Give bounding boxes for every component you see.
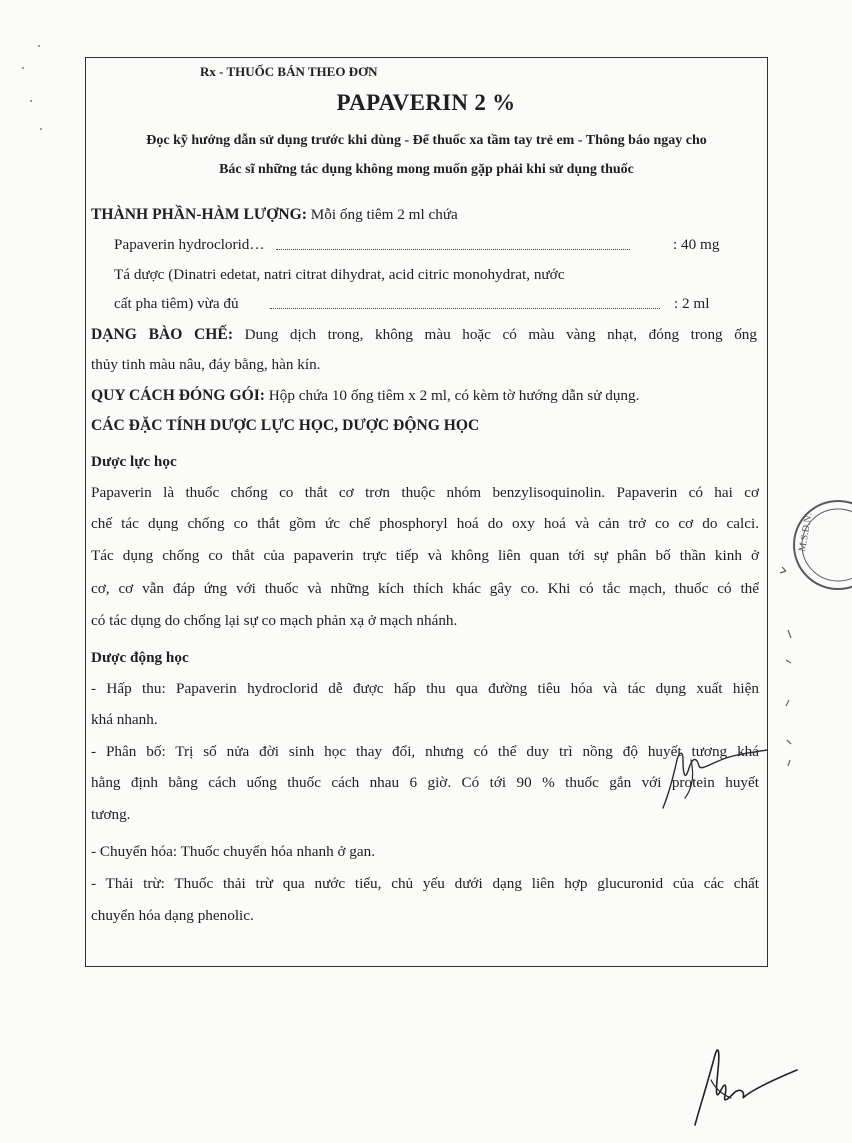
warning-line-2: Bác sĩ những tác dụng không mong muốn gặp phải khi sử dụng thuốc — [219, 162, 634, 177]
pharmacodynamics-line-5: có tác dụng do chống lại sự co mạch phản xạ ở mạch nhánh. — [91, 612, 458, 629]
handwritten-initial — [655, 738, 775, 818]
prescription-label: Rx - THUỐC BÁN THEO ĐƠN — [200, 64, 378, 79]
leader-dots — [276, 249, 630, 250]
packaging-label: QUY CÁCH ĐÓNG GÓI: — [91, 387, 265, 404]
pharmacodynamics-line-3: Tác dụng chống co thắt của papaverin trực tiếp và không liên quan tới sự phân bố thần kinh ở — [91, 547, 759, 564]
pharmacodynamics-line-1: Papaverin là thuốc chống co thắt cơ trơn thuộc nhóm benzylisoquinolin. Papaverin có hai cơ — [91, 484, 759, 501]
dosage-form-label: DẠNG BÀO CHẾ: — [91, 326, 234, 343]
pharmacodynamics-line-2: chế tác dụng chống co thắt gồm ức chế phosphoryl hoá do oxy hoá và cản trở co cơ do calci. — [91, 515, 759, 532]
scan-speck — [22, 67, 24, 69]
stamp-text: M.S.D.N. — [796, 512, 815, 553]
document-frame — [85, 57, 768, 967]
pharmacodynamics-line-4: cơ, cơ vẫn đáp ứng với thuốc và những kích thích khác gây co. Khi có tắc mạch, thuốc có thể — [91, 580, 759, 597]
packaging-text: Hộp chứa 10 ống tiêm x 2 ml, có kèm tờ hướng dẫn sử dụng. — [268, 387, 640, 404]
distribution-line-3: tương. — [91, 806, 131, 823]
official-stamp — [760, 495, 840, 595]
absorption-line-2: khá nhanh. — [91, 711, 158, 728]
composition-label: THÀNH PHẦN-HÀM LƯỢNG: — [91, 206, 307, 223]
absorption-line-1: - Hấp thu: Papaverin hydroclorid dễ được hấp thu qua đường tiêu hóa và tác dụng xuất hiện — [91, 680, 759, 697]
dosage-form-text: Dung dịch trong, không màu hoặc có màu vàng nhạt, đóng trong ống — [244, 326, 757, 343]
scan-speck — [38, 45, 40, 47]
warning-line-1: Đọc kỹ hướng dẫn sử dụng trước khi dùng - Để thuốc xa tầm tay trẻ em - Thông báo ngay cho — [146, 133, 707, 148]
composition-section — [91, 206, 458, 224]
distribution-line-2: hằng định bằng cách uống thuốc cách nhau 6 giờ. Có tới 90 % thuốc gắn với protein huyết — [91, 774, 759, 791]
distribution-line-1: - Phân bố: Trị số nửa đời sinh học thay đổi, nhưng có thể duy trì nồng độ huyết tương khá — [91, 743, 759, 760]
excipient-line-2: cất pha tiêm) vừa đủ — [114, 295, 239, 312]
excretion-line-1: - Thải trừ: Thuốc thải trừ qua nước tiểu, chủ yếu dưới dạng liên hợp glucuronid của các chất — [91, 875, 759, 892]
excipient-line-1: Tá dược (Dinatri edetat, natri citrat dihydrat, acid citric monohydrat, nước — [114, 266, 565, 283]
document-title: PAPAVERIN 2 % — [336, 90, 516, 115]
scan-speck — [40, 128, 42, 130]
excipient-amount: : 2 ml — [674, 295, 710, 312]
packaging-section — [91, 387, 639, 405]
pharmacodynamics-heading: Dược lực học — [91, 453, 177, 470]
signature — [685, 1040, 800, 1130]
excretion-line-2: chuyển hóa dạng phenolic. — [91, 907, 254, 924]
edge-marks — [780, 620, 800, 780]
metabolism-line: - Chuyển hóa: Thuốc chuyển hóa nhanh ở gan. — [91, 843, 376, 860]
active-ingredient-name: Papaverin hydroclorid… — [114, 236, 265, 253]
composition-intro: Mỗi ống tiêm 2 ml chứa — [310, 206, 458, 223]
active-ingredient-amount: : 40 mg — [673, 236, 720, 253]
leader-dots — [270, 308, 660, 309]
pharmacokinetics-heading: Dược động học — [91, 649, 189, 666]
dosage-form-line-2: thủy tinh màu nâu, đáy bằng, hàn kín. — [91, 356, 321, 373]
properties-heading: CÁC ĐẶC TÍNH DƯỢC LỰC HỌC, DƯỢC ĐỘNG HỌC — [91, 417, 480, 434]
dosage-form-line-1 — [91, 326, 757, 344]
